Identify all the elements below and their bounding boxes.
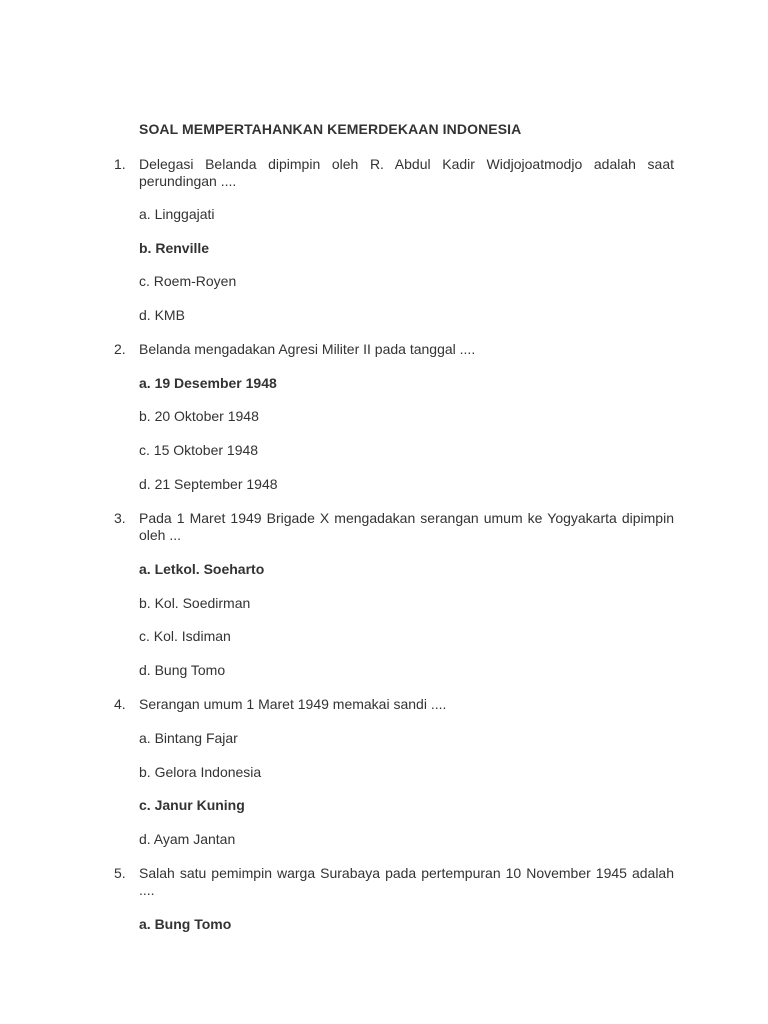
question-text: Belanda mengadakan Agresi Militer II pada tanggal .... xyxy=(139,341,476,357)
answer-option-correct: b. Renville xyxy=(139,240,210,256)
question-text: Salah satu pemimpin warga Surabaya pada pertempuran 10 November 1945 adalah .... xyxy=(139,865,674,898)
answer-option: c. Roem-Royen xyxy=(139,273,237,289)
answer-option: c. Kol. Isdiman xyxy=(139,628,231,644)
question-text: Delegasi Belanda dipimpin oleh R. Abdul Kadir Widjojoatmodjo adalah saat perundingan .... xyxy=(139,156,674,189)
answer-option: d. 21 September 1948 xyxy=(139,476,278,492)
question-5 xyxy=(114,865,674,899)
question-number: 2. xyxy=(114,341,126,357)
answer-option: d. KMB xyxy=(139,307,185,323)
answer-option-correct: a. 19 Desember 1948 xyxy=(139,375,277,391)
question-number: 1. xyxy=(114,156,126,172)
question-number: 4. xyxy=(114,696,126,712)
question-4 xyxy=(114,696,674,713)
answer-option: b. Gelora Indonesia xyxy=(139,764,262,780)
question-3 xyxy=(114,510,674,544)
answer-option: a. Bintang Fajar xyxy=(139,730,238,746)
question-2 xyxy=(114,341,674,358)
answer-option: b. Kol. Soedirman xyxy=(139,595,251,611)
question-text: Serangan umum 1 Maret 1949 memakai sandi .... xyxy=(139,696,447,712)
question-text: Pada 1 Maret 1949 Brigade X mengadakan serangan umum ke Yogyakarta dipimpin oleh ... xyxy=(139,510,674,543)
answer-option-correct: a. Letkol. Soeharto xyxy=(139,561,265,577)
answer-option: d. Ayam Jantan xyxy=(139,831,236,847)
question-number: 3. xyxy=(114,510,126,526)
answer-option-correct: a. Bung Tomo xyxy=(139,916,232,932)
answer-option: a. Linggajati xyxy=(139,206,215,222)
document-title: SOAL MEMPERTAHANKAN KEMERDEKAAN INDONESIA xyxy=(139,121,522,137)
answer-option: d. Bung Tomo xyxy=(139,662,226,678)
answer-option-correct: c. Janur Kuning xyxy=(139,797,245,813)
question-1 xyxy=(114,156,674,190)
question-number: 5. xyxy=(114,865,126,881)
answer-option: b. 20 Oktober 1948 xyxy=(139,408,259,424)
answer-option: c. 15 Oktober 1948 xyxy=(139,442,259,458)
